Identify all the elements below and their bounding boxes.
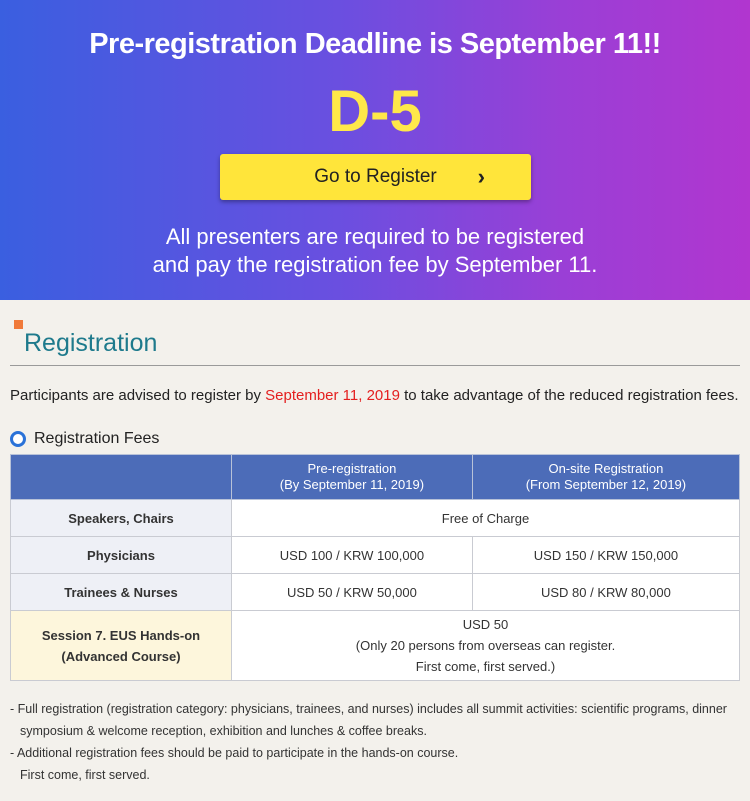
note-line: - Full registration (registration category: physicians, trainees, and nurses) includes all summit activities: scientific programs, dinner [10, 702, 727, 716]
chevron-right-icon: › [477, 164, 485, 189]
fees-heading-label: Registration Fees [34, 430, 160, 447]
fees-heading [10, 430, 740, 448]
table-cell: USD 150 / KRW 150,000 [472, 537, 739, 574]
table-cell [232, 611, 740, 681]
banner-title: Pre-registration Deadline is September 11!! [89, 28, 661, 60]
table-header-pre [232, 455, 473, 500]
table-cell: USD 80 / KRW 80,000 [472, 574, 739, 611]
banner-desc-line: All presenters are required to be registered [165, 224, 585, 249]
registration-content [0, 300, 750, 786]
section-header [10, 300, 740, 366]
table-row [11, 574, 740, 611]
table-cell: Free of Charge [232, 500, 740, 537]
d-day-counter: D-5 [328, 79, 422, 144]
note-line: First come, first served. [20, 768, 150, 782]
deadline-banner [0, 0, 750, 300]
table-cell: USD 50 / KRW 50,000 [232, 574, 473, 611]
cell-line: (Only 20 persons from overseas can register. [355, 638, 616, 653]
intro-pre: Participants are advised to register by [10, 387, 266, 404]
row-label [11, 611, 232, 681]
table-row [11, 611, 740, 681]
intro-date: September 11, 2019 [265, 387, 400, 404]
table-header-onsite [472, 455, 739, 500]
row-label-line: Session 7. EUS Hands-on [41, 627, 201, 643]
row-label: Physicians [11, 537, 232, 574]
go-to-register-button[interactable] [220, 154, 531, 200]
fees-table [10, 454, 740, 681]
header-line: (From September 12, 2019) [525, 477, 687, 492]
intro-text [10, 387, 740, 404]
banner-desc-line: and pay the registration fee by September 11. [152, 252, 598, 277]
header-line: Pre-registration [307, 461, 397, 476]
note-line: - Additional registration fees should be paid to participate in the hands-on course. [10, 746, 459, 760]
row-label-line: (Advanced Course) [61, 648, 181, 664]
intro-post: to take advantage of the reduced registration fees. [399, 387, 739, 404]
table-row [11, 500, 740, 537]
table-row [11, 537, 740, 574]
row-label: Trainees & Nurses [11, 574, 232, 611]
cell-line: First come, first served.) [415, 659, 556, 674]
table-header-blank [11, 455, 232, 500]
table-cell: USD 100 / KRW 100,000 [232, 537, 473, 574]
register-button-label: Go to Register [314, 166, 437, 187]
section-title: Registration [24, 329, 158, 357]
note-line: symposium & welcome reception, exhibition and lunches & coffee breaks. [20, 724, 427, 738]
row-label: Speakers, Chairs [11, 500, 232, 537]
bullet-circle-icon [10, 431, 26, 447]
cell-line: USD 50 [462, 617, 509, 632]
section-marker-icon [14, 320, 23, 329]
header-line: On-site Registration [548, 461, 664, 476]
notes [10, 698, 740, 786]
header-line: (By September 11, 2019) [279, 477, 425, 492]
banner-description [0, 223, 750, 279]
table-header-row [11, 455, 740, 500]
